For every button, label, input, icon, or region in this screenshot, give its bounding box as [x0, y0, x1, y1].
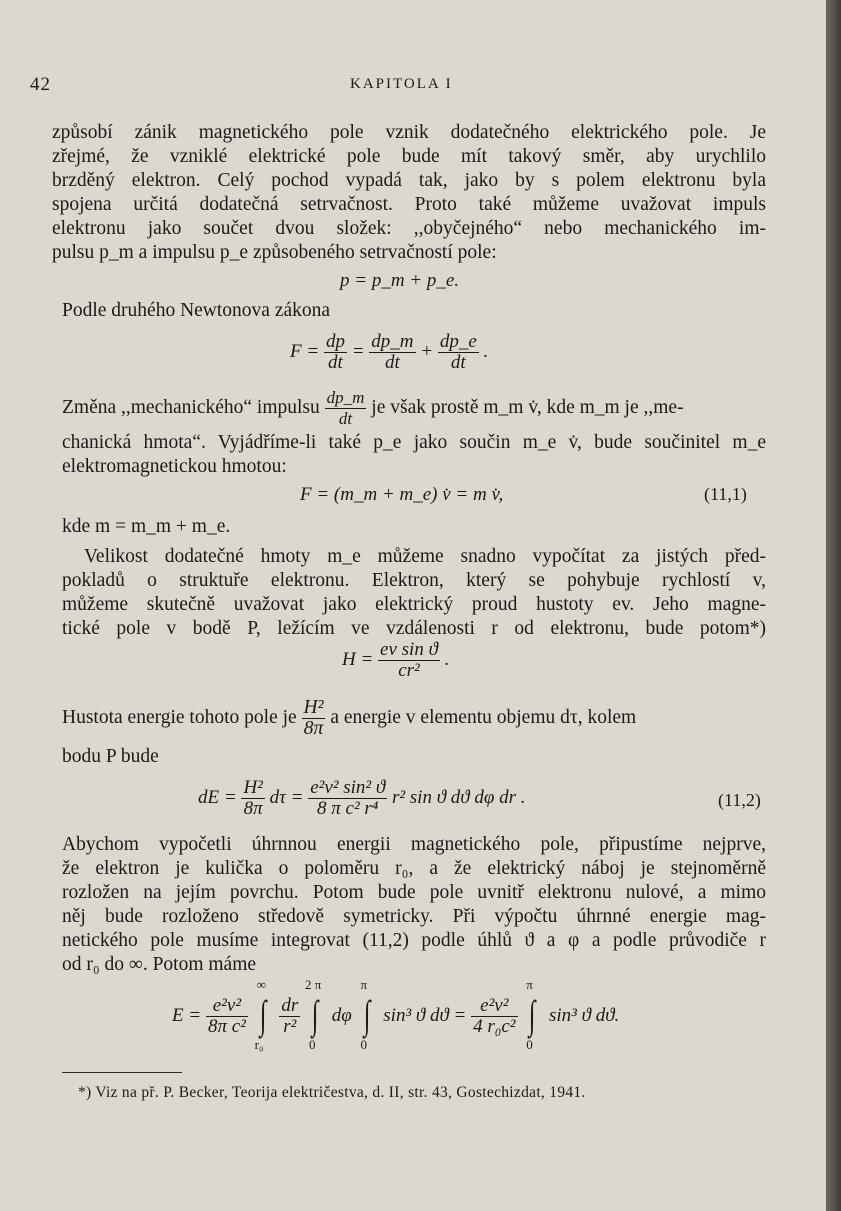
text-line: bodu P bude	[62, 746, 159, 767]
equation-H: H = $\frac{\text{ev sin ϑ}}{\text{cr²}}$ .	[342, 639, 450, 681]
integral-sign: ∫ ∞ r₀	[254, 976, 266, 1052]
integral-sign: ∫ π 0	[360, 976, 370, 1052]
page-number: 42	[30, 74, 51, 95]
text-line: pulsu p_m a impulsu p_e způsobeného setrvačností pole:	[52, 242, 497, 263]
text-line: Velikost dodatečné hmoty m_e můžeme snadno vypočítat za jistých před-	[84, 546, 766, 567]
integral-sign: ∫ π 0	[526, 976, 536, 1052]
fraction: $\frac{\text{e²v²}}{\text{4 r₀c²}}$	[473, 995, 516, 1037]
fraction: $\frac{dr}{\text{r²}}$	[281, 995, 299, 1037]
equation-11-1: F = (m_m + m_e) v̇ = m v̇,	[300, 484, 504, 505]
equation-number: (11,1)	[704, 484, 747, 504]
text-line: že elektron je kulička o poloměru r₀, a že elektrický náboj je stejnoměrně	[62, 858, 766, 879]
text-line: netického pole musíme integrovat (11,2) podle úhlů ϑ a φ a podle průvodiče r	[62, 930, 766, 951]
fraction: $\frac{dp\_m}{dt}$	[326, 388, 365, 428]
equation-11-2: dE = $\frac{\text{H²}}{8\pi}$ dτ = $\frac{\text{e²v² sin² ϑ}}{\text{8 π c² r⁴}}$ r² sin ϑ dϑ dφ dr .	[198, 777, 526, 819]
text-line: způsobí zánik magnetického pole vznik dodatečného elektrického pole. Je	[52, 122, 766, 143]
eq-left: F =	[290, 340, 320, 362]
fraction: $\frac{\text{ev sin ϑ}}{\text{cr²}}$	[380, 639, 438, 681]
text-line: Změna ,,mechanického“ impulsu $\frac{dp\_m}{dt}$ je však prostě m_m v̇, kde m_m je ,,me-	[62, 388, 684, 428]
fraction: $\frac{\text{e²v²}}{\text{8π c²}}$	[207, 995, 246, 1037]
text-line: elektromagnetickou hmotou:	[62, 456, 287, 477]
footnote: *) Viz na př. P. Becker, Teorija električestva, d. II, str. 43, Gostechizdat, 1941.	[78, 1084, 586, 1101]
text-line: chanická hmota“. Vyjádříme-li také p_e jako součin m_e v̇, bude součinitel m_e	[62, 432, 766, 453]
fraction: $\frac{dp}{dt}$	[325, 331, 345, 373]
text-line: zřejmé, že vzniklé elektrické pole bude mít takový směr, aby urychlilo	[52, 146, 766, 167]
text-line: od r₀ do ∞. Potom máme	[62, 954, 257, 975]
equation-force: F = $\frac{dp}{dt}$ = $\frac{dp\_m}{dt}$ + $\frac{dp\_e}{dt}$ .	[290, 331, 489, 373]
footnote-rule	[62, 1072, 182, 1073]
text-line: můžeme skutečně uvažovat jako elektrický proud hustoty ev. Jeho magne-	[62, 594, 766, 615]
text-line: pokladů o struktuře elektronu. Elektron, který se pohybuje rychlostí v,	[62, 570, 766, 591]
text-line: elektronu jako součet dvou složek: ,,obyčejného“ nebo mechanického im-	[52, 218, 766, 239]
text-line: tické pole v bodě P, ležícím ve vzdálenosti r od elektronu, bude potom*)	[62, 618, 766, 639]
equation-number: (11,2)	[718, 790, 761, 810]
text-line: spojena určitá dodatečná setrvačnost. Proto také můžeme uvažovat impuls	[52, 194, 766, 215]
text-line: Abychom vypočetli úhrnnou energii magnetického pole, připustíme nejprve,	[62, 834, 766, 855]
book-spine-shadow	[826, 0, 841, 1211]
fraction: $\frac{\text{H²}}{8\pi}$	[303, 697, 324, 739]
fraction: $\frac{dp\_e}{dt}$	[439, 331, 477, 373]
text-line: rozložen na jejím povrchu. Potom bude pole uvnitř elektronu nulové, a mimo	[62, 882, 766, 903]
fraction: $\frac{dp\_m}{dt}$	[371, 331, 414, 373]
fraction: $\frac{\text{H²}}{8\pi}$	[243, 777, 263, 819]
text-line: něj bude rozloženo středově symetricky. Při výpočtu úhrnné energie mag-	[62, 906, 766, 927]
text-line: Podle druhého Newtonova zákona	[62, 300, 331, 321]
text-line: kde m = m_m + m_e.	[62, 516, 231, 537]
chapter-header: KAPITOLA I	[350, 76, 453, 92]
integral-sign: ∫ 2 π 0	[305, 976, 322, 1052]
equation-p: p = p_m + p_e.	[340, 270, 460, 291]
text-line: Hustota energie tohoto pole je $\frac{\text{H²}}{8\pi}$ a energie v elementu objemu dτ, kolem	[62, 697, 637, 739]
fraction: $\frac{\text{e²v² sin² ϑ}}{\text{8 π c² r⁴}}$	[310, 777, 386, 819]
text-line: brzděný elektron. Celý pochod vypadá tak, jako by s polem elektronu byla	[52, 170, 766, 191]
equation-energy: E = $\frac{\text{e²v²}}{\text{8π c²}}$ ∫ ∞ r₀ $\frac{dr}{\text{r²}}$ ∫ 2 π 0 dφ ∫ π 0 sin³ ϑ dϑ = $\frac{\text{e²v²}}{\text{4 r₀c²}}$ ∫ π 0 sin³ ϑ dϑ.	[172, 976, 620, 1052]
